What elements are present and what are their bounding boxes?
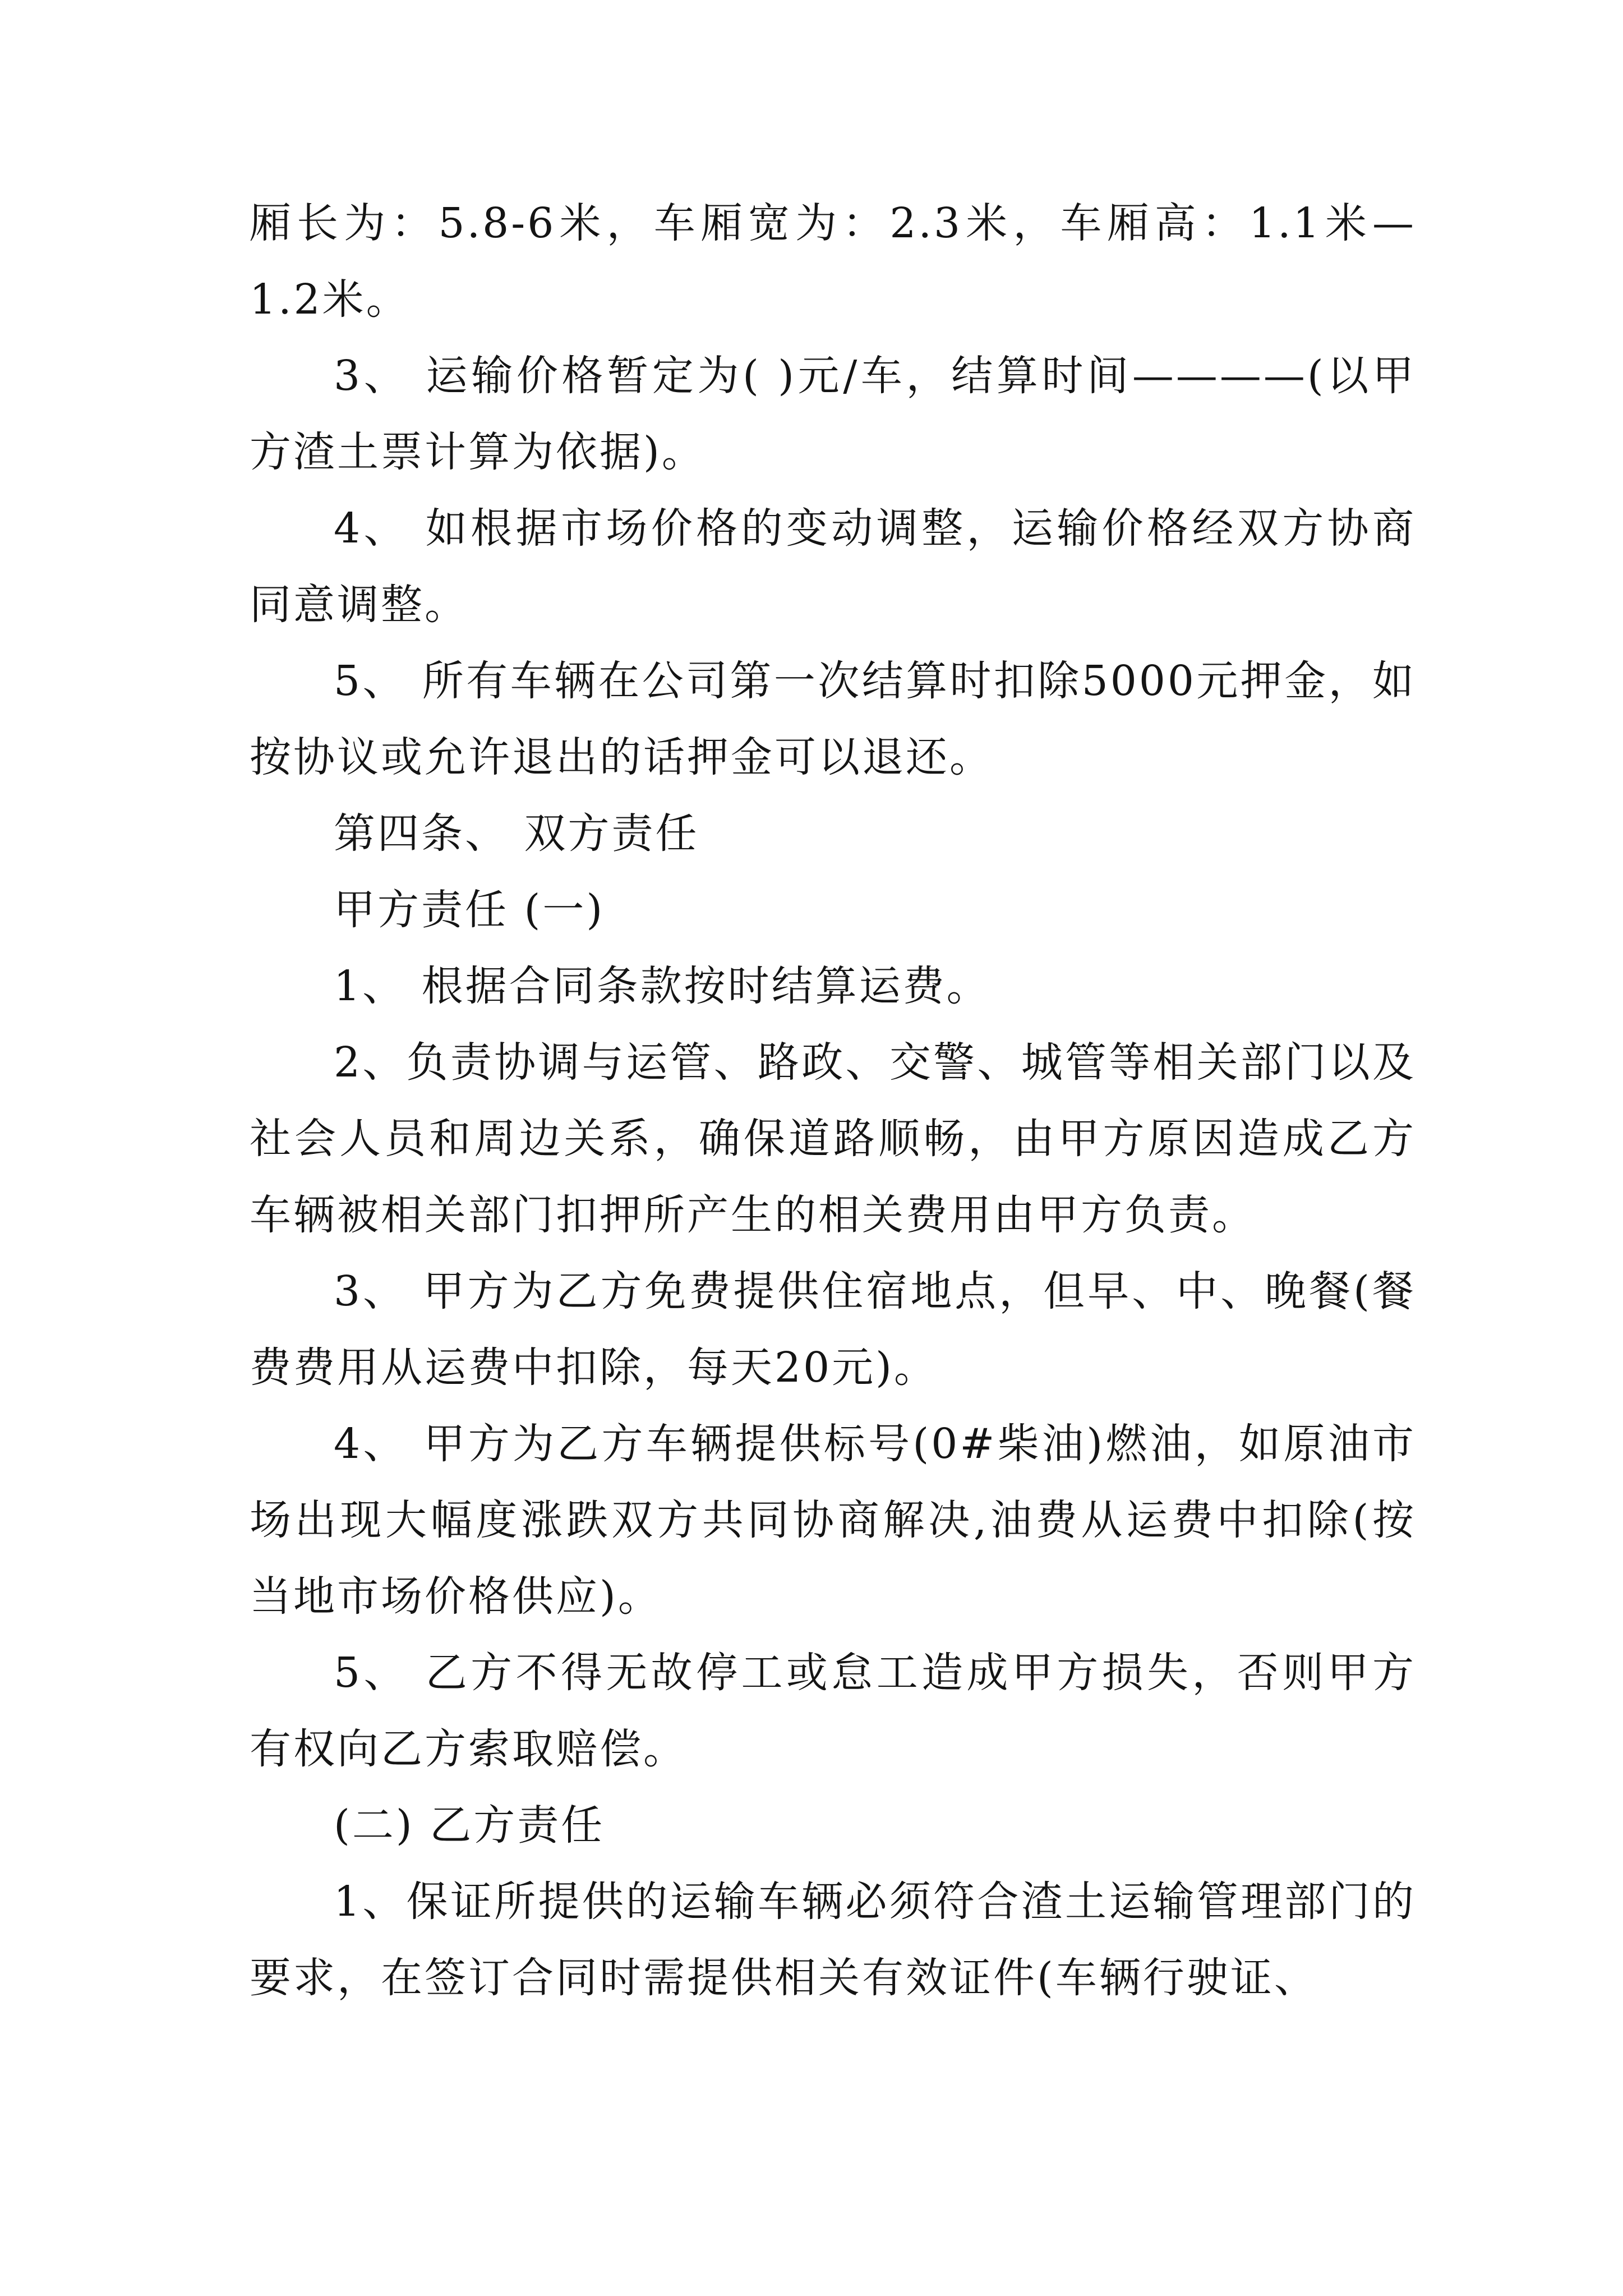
paragraph-11: 5、 乙方不得无故停工或怠工造成甲方损失，否则甲方有权向乙方索取赔偿。: [250, 1649, 1416, 1773]
paragraph-7: 1、 根据合同条款按时结算运费。: [334, 962, 990, 1010]
section-heading-4: 第四条、 双方责任: [334, 809, 699, 858]
paragraph-4: 5、 所有车辆在公司第一次结算时扣除5000元押金，如按协议或允许退出的话押金可以退还。: [250, 657, 1416, 781]
subsection-heading-party-b: (二) 乙方责任: [334, 1801, 605, 1849]
paragraph-1: 厢长为：5.8-6米，车厢宽为：2.3米，车厢高：1.1米—1.2米。: [250, 199, 1416, 324]
paragraph-3: 4、 如根据市场价格的变动调整，运输价格经双方协商同意调整。: [250, 504, 1416, 629]
paragraph-2: 3、 运输价格暂定为( )元/车，结算时间————(以甲方渣土票计算为依据)。: [250, 352, 1416, 476]
paragraph-13: 1、保证所提供的运输车辆必须符合渣土运输管理部门的要求，在签订合同时需提供相关有效证件(车辆行驶证、: [250, 1878, 1416, 2002]
paragraph-8: 2、负责协调与运管、路政、交警、城管等相关部门以及社会人员和周边关系，确保道路顺畅，由甲方原因造成乙方车辆被相关部门扣押所产生的相关费用由甲方负责。: [250, 1038, 1416, 1239]
document-body: [250, 185, 1416, 2016]
subsection-heading-party-a: 甲方责任 (一): [334, 886, 605, 934]
paragraph-9: 3、 甲方为乙方免费提供住宿地点，但早、中、晚餐(餐费费用从运费中扣除，每天20元)。: [250, 1267, 1416, 1392]
paragraph-10: 4、 甲方为乙方车辆提供标号(0#柴油)燃油，如原油市场出现大幅度涨跌双方共同协商解决,油费从运费中扣除(按当地市场价格供应)。: [250, 1420, 1416, 1621]
